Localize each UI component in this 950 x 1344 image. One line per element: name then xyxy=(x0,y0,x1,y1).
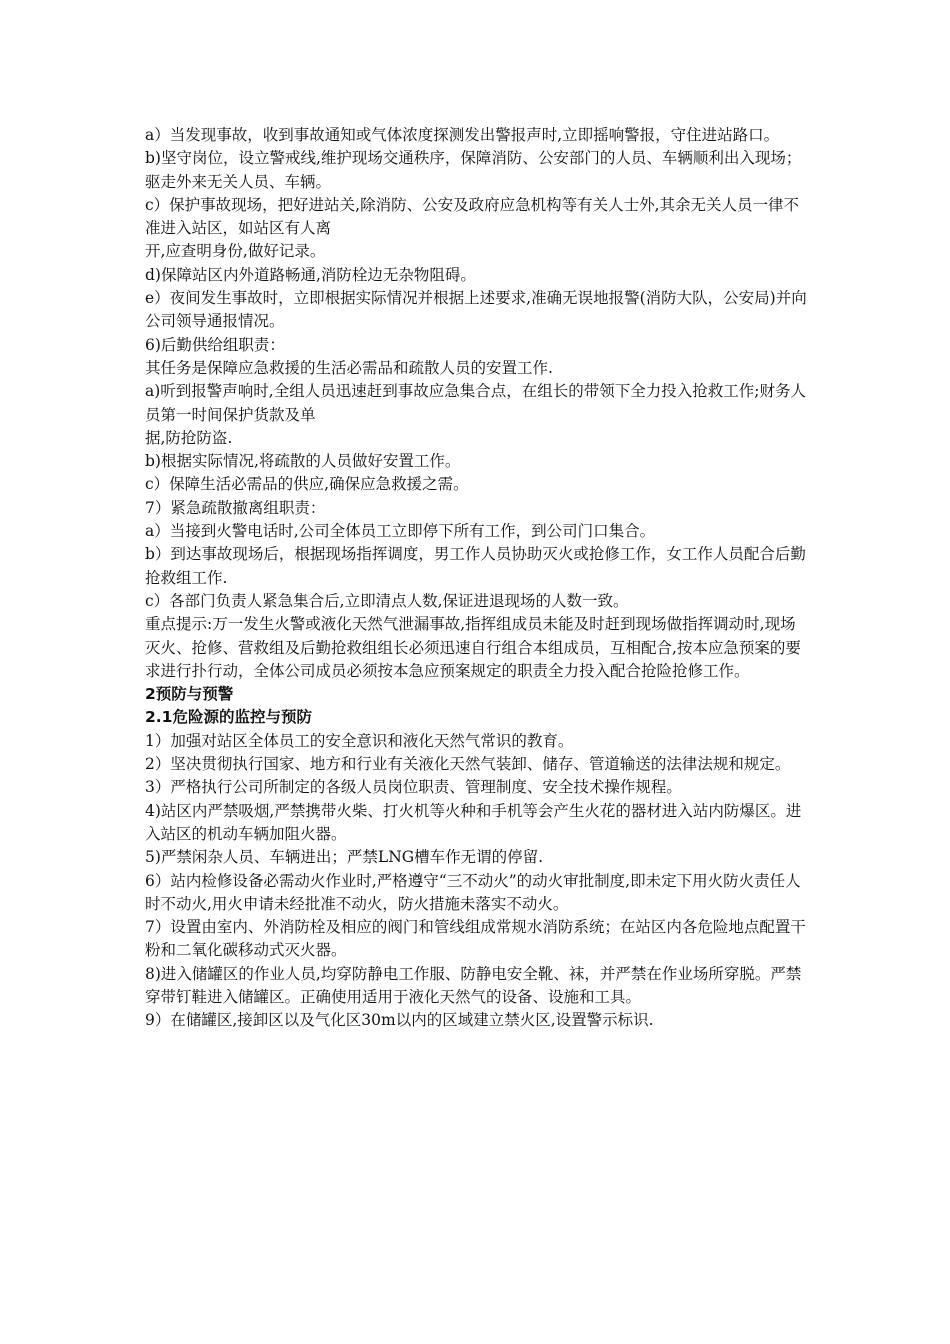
paragraph: 7）紧急疏散撤离组职责： xyxy=(145,498,326,517)
paragraph: 据,防抢防盗. xyxy=(145,428,233,447)
paragraph: c）保护事故现场，把好进站关,除消防、公安及政府应急机构等有关人士外,其余无关人员一律不准进入站区，如站区有人离 xyxy=(145,195,800,238)
paragraph: e）夜间发生事故时，立即根据实际情况并根据上述要求,准确无误地报警(消防大队，公安局)并向公司领导通报情况。 xyxy=(145,289,807,331)
paragraph: 8)进入储罐区的作业人员,均穿防静电工作服、防静电安全靴、袜，并严禁在作业场所穿脱。严禁穿带钉鞋进入储罐区。正确使用适用于液化天然气的设备、设施和工具。 xyxy=(145,964,802,1006)
paragraph: 1）加强对站区全体员工的安全意识和液化天然气常识的教育。 xyxy=(145,731,574,750)
section-heading: 2预防与预警 xyxy=(145,685,234,704)
paragraph: c）各部门负责人紧急集合后,立即清点人数,保证进退现场的人数一致。 xyxy=(145,591,629,610)
paragraph: a)听到报警声响时,全组人员迅速赶到事故应急集合点，在组长的带领下全力投入抢救工作;财务人员第一时间保护货款及单 xyxy=(145,382,806,424)
paragraph: d)保障站区内外道路畅通,消防栓边无杂物阻碍。 xyxy=(145,265,476,284)
paragraph: 4)站区内严禁吸烟,严禁携带火柴、打火机等火种和手机等会产生火花的器材进入站内防爆区。进入站区的机动车辆加阻火器。 xyxy=(145,801,802,843)
paragraph: a）当接到火警电话时,公司全体员工立即停下所有工作，到公司门口集合。 xyxy=(145,522,656,541)
paragraph: b）到达事故现场后，根据现场指挥调度，男工作人员协助灭火或抢修工作，女工作人员配合后勤抢救组工作. xyxy=(145,545,806,587)
paragraph: 6)后勤供给组职责： xyxy=(145,335,285,354)
paragraph: b)根据实际情况,将疏散的人员做好安置工作。 xyxy=(145,452,461,471)
paragraph: 9）在储罐区,接卸区以及气化区30m以内的区域建立禁火区,设置警示标识. xyxy=(145,1011,654,1030)
paragraph: 重点提示:万一发生火警或液化天然气泄漏事故,指挥组成员未能及时赶到现场做指挥调动时,现场灭火、抢修、营救组及后勤抢救组组长必须迅速自行组合本组成员，互相配合,按本应急预案的要求进行扑行动，全体公司成员必须按本急应预案规定的职责全力投入配合抢险抢修工作。 xyxy=(145,615,801,680)
paragraph: a）当发现事故，收到事故通知或气体浓度探测发出警报声时,立即摇响警报，守住进站路口。 xyxy=(145,126,780,144)
document-body xyxy=(145,124,810,1033)
paragraph: c）保障生活必需品的供应,确保应急救援之需。 xyxy=(145,475,469,494)
paragraph: b)坚守岗位，设立警戒线,维护现场交通秩序，保障消防、公安部门的人员、车辆顺利出入现场；驱走外来无关人员、车辆。 xyxy=(145,149,802,191)
paragraph: 开,应查明身份,做好记录。 xyxy=(145,242,326,261)
paragraph: 7）设置由室内、外消防栓及相应的阀门和管线组成常规水消防系统；在站区内各危险地点配置干粉和二氧化碳移动式灭火器。 xyxy=(145,918,806,960)
paragraph: 其任务是保障应急救援的生活必需品和疏散人员的安置工作. xyxy=(145,358,553,377)
paragraph: 3）严格执行公司所制定的各级人员岗位职责、管理制度、安全技术操作规程。 xyxy=(145,778,682,797)
paragraph: 2）坚决贯彻执行国家、地方和行业有关液化天然气装卸、储存、管道输送的法律法规和规定。 xyxy=(145,755,791,774)
section-heading: 2.1危险源的监控与预防 xyxy=(145,708,312,727)
paragraph: 5)严禁闲杂人员、车辆进出；严禁LNG槽车作无谓的停留. xyxy=(145,848,544,867)
paragraph: 6）站内检修设备必需动火作业时,严格遵守“三不动火”的动火审批制度,即未定下用火防火责任人时不动火,用火申请未经批准不动火，防火措施未落实不动火。 xyxy=(145,871,801,913)
